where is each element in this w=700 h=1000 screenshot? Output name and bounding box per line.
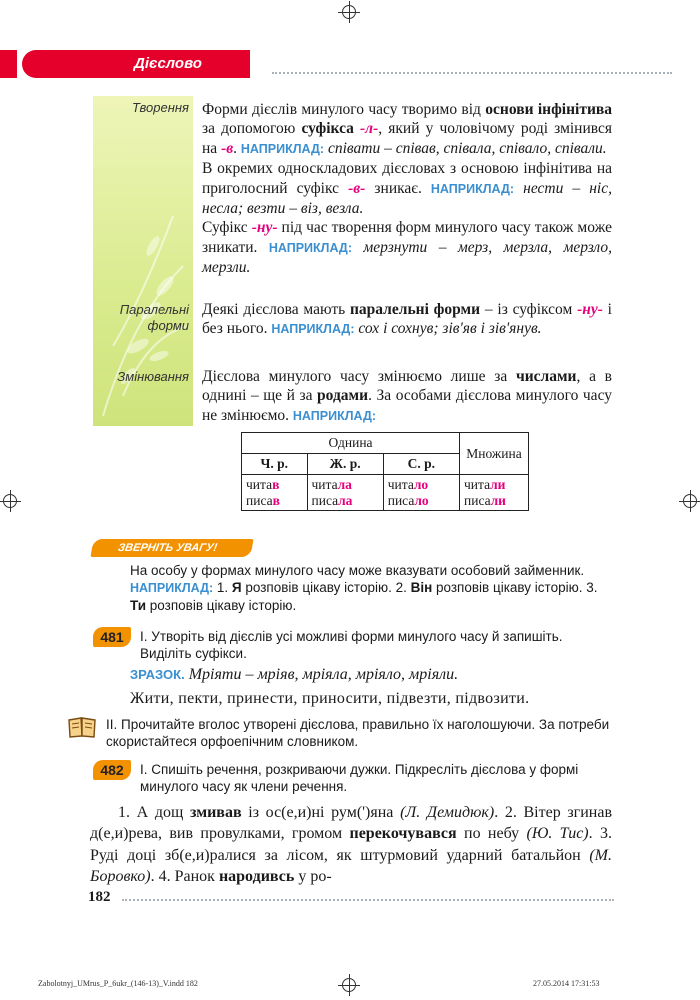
section-title: Дієслово xyxy=(22,50,250,78)
attention-text: На особу у формах минулого часу може вказувати особовий займенник. НАПРИКЛАД: 1. Я розповів цікаву історію. 2. Він розповів цікаву історію. 3. Ти розповів цікаву історію. xyxy=(130,563,598,613)
exercise-number-482: 482 xyxy=(93,760,131,780)
registration-mark-top xyxy=(342,5,356,19)
table-header-neut: С. р. xyxy=(383,454,459,475)
page-number: 182 xyxy=(88,889,111,905)
table-row: читав писав читала писала читало писало читали писали xyxy=(242,475,529,511)
exercise-number-481: 481 xyxy=(93,627,131,647)
label-change: Змінювання xyxy=(117,369,189,384)
table-header-fem: Ж. р. xyxy=(307,454,383,475)
change-text: Дієслова минулого часу змінюємо лише за числами, а в однині – ще й за родами. За особами дієслова минулого часу не змінюємо. НАПРИКЛАД: xyxy=(202,368,612,424)
exercise-481-task2: ІІ. Прочитайте вголос утворені дієслова, правильно їх наголошуючи. За потреби скористайтеся орфоепічним словником. xyxy=(106,717,610,749)
registration-mark-right xyxy=(683,494,697,508)
label-parallel-forms: Паралельні форми xyxy=(119,302,189,333)
exercise-481-task: І. Утворіть від дієслів усі можливі форми минулого часу й запишіть. Виділіть суфікси. xyxy=(140,629,563,661)
exercise-482-task: І. Спишіть речення, розкриваючи дужки. Підкресліть дієслова у формі минулого часу як члени речення. xyxy=(140,762,579,794)
verb-forms-table xyxy=(241,432,529,511)
header-red-bar xyxy=(0,50,17,78)
exercise-482-text: 1. А дощ змивав із ос(е,и)ні рум(')яна (Л. Демидюк). 2. Вітер згинав д(е,и)рева, вив провулками, громом перекочувався по небу (Ю. Тис). 3. Руді доці зб(е,и)ралися за лісом, як штурмовий ударний батальйон (М. Боровко). 4. Ранок народивсь у ро- xyxy=(90,804,613,885)
registration-mark-left xyxy=(3,494,17,508)
header-dotted-line xyxy=(272,72,672,74)
footer-date: 27.05.2014 17:31:53 xyxy=(533,979,600,988)
registration-mark-bottom xyxy=(342,978,356,992)
footer-dotted-line xyxy=(122,899,614,901)
attention-banner: ЗВЕРНІТЬ УВАГУ! xyxy=(90,539,253,557)
table-header-masc: Ч. р. xyxy=(242,454,308,475)
exercise-481-words: Жити, пекти, принести, приносити, підвезти, підвозити. xyxy=(130,690,530,707)
footer-filename: Zabolotnyj_UMrus_P_6ukr_(146-13)_V.indd 182 xyxy=(38,979,198,988)
table-header-plural: Множина xyxy=(460,433,529,475)
exercise-481-sample: ЗРАЗОК. Мріяти – мріяв, мріяла, мріяло, мріяли. xyxy=(130,666,459,683)
label-formation: Творення xyxy=(132,100,189,115)
table-header-singular: Однина xyxy=(242,433,460,454)
formation-text: Форми дієслів минулого часу творимо від основи інфінітива за допомогою суфікса -л-, який у чоловічому роді змінився на -в. НАПРИКЛАД: співати – співав, співала, співало, співали. В окремих односкладових дієсловах з основою інфінітива на приголосний суфікс -в- зникає. НАПРИКЛАД: нести – ніс, несла; везти – віз, везла. Суфікс -ну- під час творення форм минулого часу також може зникати. НАПРИКЛАД: мерзнути – мерз, мерзла, мерзло, мерзли. xyxy=(202,101,613,277)
book-icon xyxy=(67,716,97,738)
parallel-forms-text: Деякі дієслова мають паралельні форми – із суфіксом -ну- і без нього. НАПРИКЛАД: сох і сохнув; зів'яв і зів'янув. xyxy=(202,301,612,338)
side-panel xyxy=(93,96,193,426)
